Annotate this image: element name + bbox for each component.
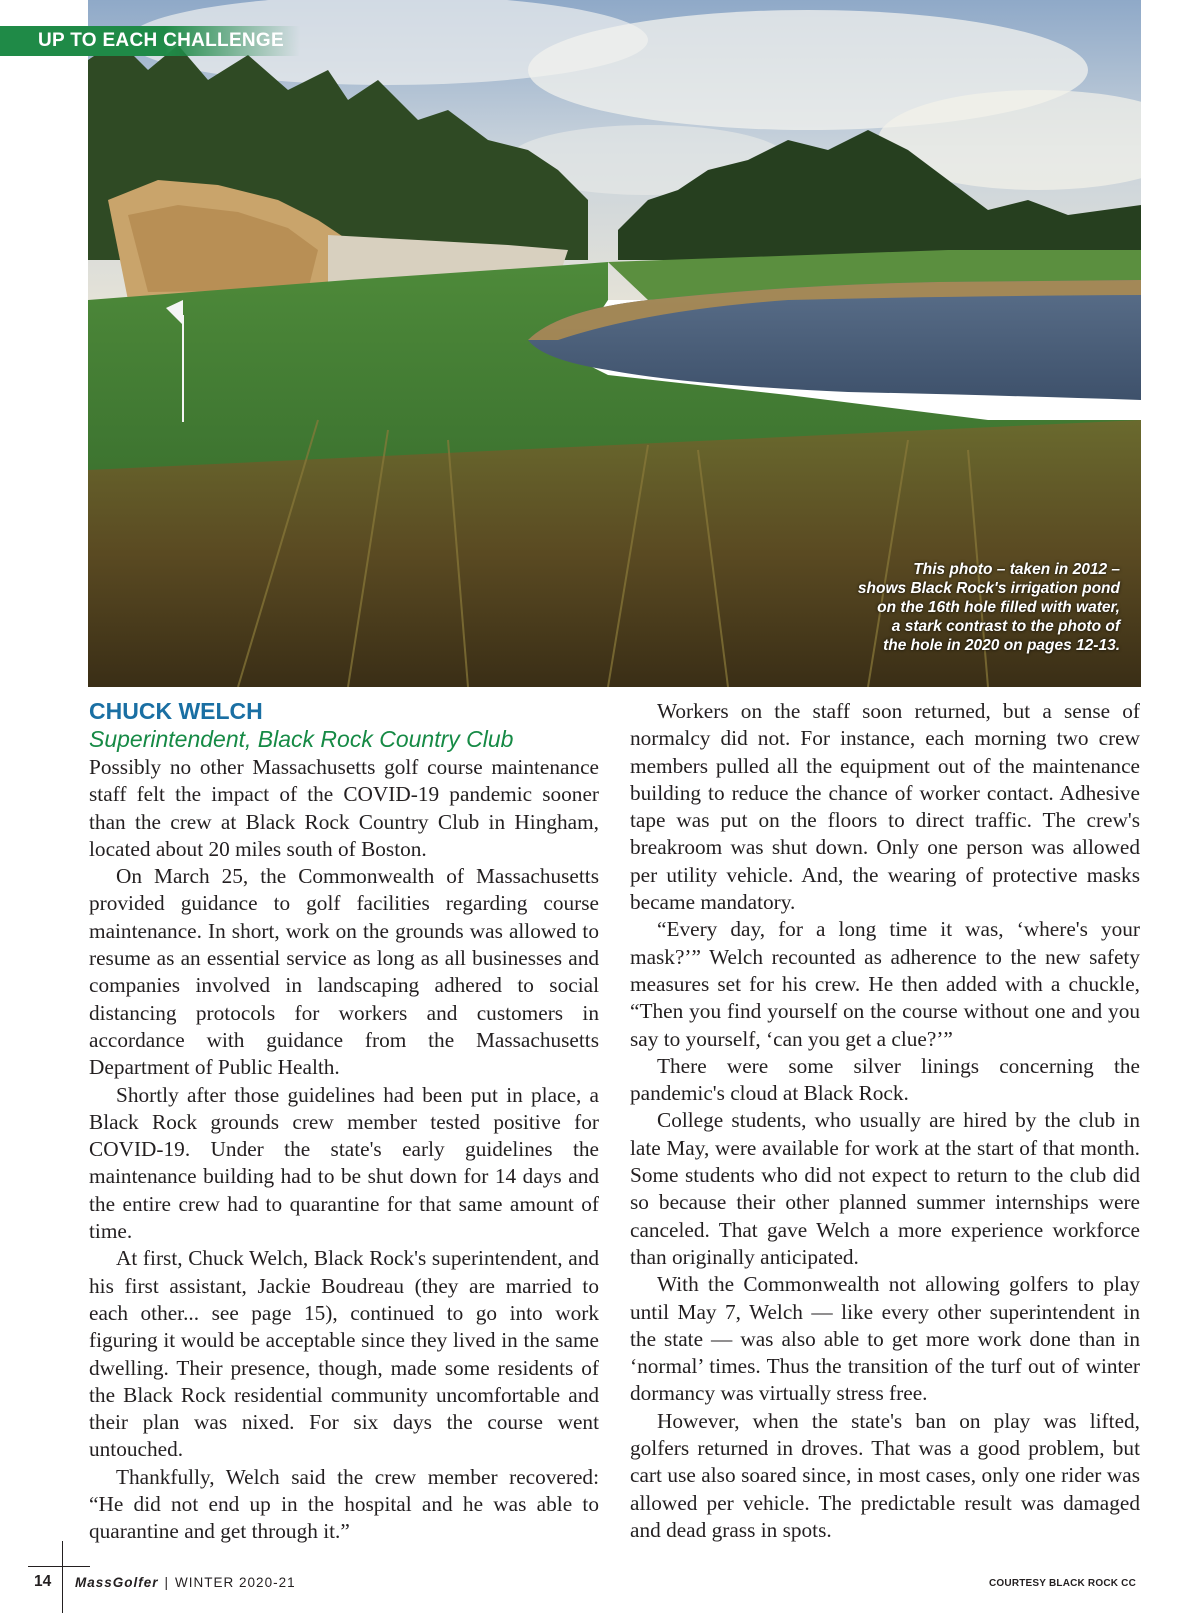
caption-line: a stark contrast to the photo of: [891, 618, 1120, 635]
caption-line: shows Black Rock's irrigation pond: [857, 580, 1120, 597]
photo-credit: COURTESY BLACK ROCK CC: [989, 1578, 1136, 1589]
section-tag: [0, 26, 300, 56]
crop-mark-horizontal: [28, 1566, 90, 1567]
magazine-footer: [75, 1575, 296, 1590]
paragraph: At first, Chuck Welch, Black Rock's superintendent, and his first assistant, Jackie Boudreau (they are married to each other... see page 15), continued to go into work figuring it would be acceptable since they lived in the same dwelling. Their presence, though, made some residents of the Black Rock residential community uncomfortable and their plan was nixed. For six days the course went untouched.: [89, 1246, 599, 1462]
paragraph: Possibly no other Massachusetts golf course maintenance staff felt the impact of the COVID-19 pandemic sooner than the crew at Black Rock Country Club in Hingham, located about 20 miles south of Boston.: [89, 755, 599, 861]
paragraph: On March 25, the Commonwealth of Massachusetts provided guidance to golf facilities regarding course maintenance. In short, work on the grounds was allowed to resume as an essential service as long as all businesses and companies involved in landscaping adhered to social distancing protocols for workers and customers in accordance with guidance from the Massachusetts Department of Public Health.: [89, 864, 599, 1080]
paragraph: “Every day, for a long time it was, ‘where's your mask?’” Welch recounted as adherence to the new safety measures set for his crew. He then added with a chuckle, “Then you find yourself on the course without one and you say to yourself, ‘can you get a clue?’”: [630, 917, 1140, 1051]
issue-date: WINTER 2020-21: [175, 1575, 296, 1590]
article-column-right: [630, 698, 1140, 1544]
paragraph: Thankfully, Welch said the crew member recovered: “He did not end up in the hospital and he was able to quarantine and get through it.”: [89, 1464, 599, 1544]
byline-name: CHUCK WELCH: [89, 698, 263, 724]
footer-separator: |: [164, 1575, 170, 1590]
crop-mark-vertical: [62, 1541, 63, 1613]
paragraph: There were some silver linings concerning the pandemic's cloud at Black Rock.: [630, 1053, 1140, 1106]
byline-title: Superintendent, Black Rock Country Club: [89, 726, 514, 752]
magazine-name: MassGolfer: [75, 1575, 159, 1590]
photo-caption: [790, 560, 1120, 655]
paragraph: Shortly after those guidelines had been put in place, a Black Rock grounds crew member tested positive for COVID-19. Under the state's early guidelines the maintenance building had to be shut down for 14 days and the entire crew had to quarantine for that same amount of time.: [89, 1082, 599, 1244]
section-tag-label: UP TO EACH CHALLENGE: [38, 30, 284, 51]
paragraph: College students, who usually are hired by the club in late May, were available for work at the start of that month. Some students who did not expect to return to the club did so because their other planned summer internships were canceled. That gave Welch a more experience workforce than originally anticipated.: [630, 1108, 1140, 1269]
caption-line: This photo – taken in 2012 –: [913, 561, 1120, 578]
caption-line: the hole in 2020 on pages 12-13.: [883, 637, 1120, 654]
caption-line: on the 16th hole filled with water,: [877, 599, 1120, 616]
paragraph: With the Commonwealth not allowing golfers to play until May 7, Welch — like every other superintendent in the state — was also able to get more work done than in ‘normal’ times. Thus the transition of the turf out of winter dormancy was virtually stress free.: [630, 1272, 1140, 1406]
paragraph: Workers on the staff soon returned, but a sense of normalcy did not. For instance, each morning two crew members pulled all the equipment out of the maintenance building to reduce the chance of worker contact. Adhesive tape was put on the floors to direct traffic. The crew's breakroom was shut down. Only one person was allowed per utility vehicle. And, the wearing of protective masks became mandatory.: [630, 699, 1140, 915]
paragraph: However, when the state's ban on play was lifted, golfers returned in droves. That was a good problem, but cart use also soared since, in most cases, only one rider was allowed per vehicle. The predictable result was damaged and dead grass in spots.: [630, 1408, 1140, 1542]
article-column-left: [89, 698, 599, 1546]
page-number: 14: [34, 1573, 52, 1590]
